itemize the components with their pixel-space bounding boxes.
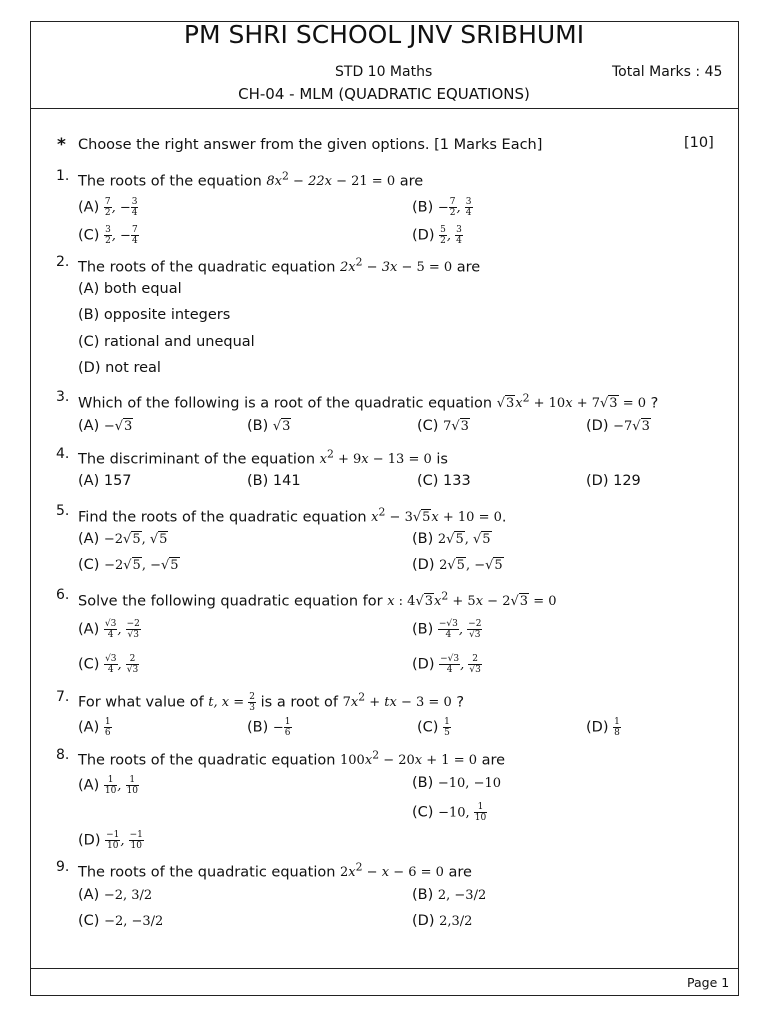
option-a: (A) $\frac{1}{10}$ , $\frac{1}{10}$ [78,775,139,796]
option-label: (B) [247,418,269,434]
school-title: PM SHRI SCHOOL JNV SRIBHUMI [183,20,585,49]
option-label: (C) [78,557,100,573]
question-number: 3. [56,389,70,405]
option-d: (D) 2,3/2 [412,913,473,929]
option-label: (D) [586,719,609,736]
question-text-after: are [481,752,506,769]
option-b: (B) $\frac{-√3}{4}$ , $\frac{-2}{√3}$ [412,619,482,640]
option-d: (D) not real [78,360,161,376]
question-text-before: Which of the following is a root of the quadratic equation [78,395,493,412]
option-b: (B) √3 [247,418,291,434]
question-text [78,170,423,189]
option-d: (D) $\frac{1}{8}$ [586,717,620,738]
option-d: (D) $\frac{-1}{10}$ , $\frac{-1}{10}$ [78,830,143,851]
option-b: (B) − $\frac{1}{6}$ [247,717,291,738]
option-a: (A) 157 [78,473,132,489]
question-number: 8. [56,747,70,763]
question-text-after: . [501,509,507,526]
question-text [78,691,464,713]
question-number: 5. [56,503,70,519]
question-text-after: ? [456,694,465,711]
question-text-before: The roots of the quadratic equation [78,259,336,276]
question-text [78,448,448,467]
option-d: (D) $\frac{5}{2}$ , $\frac{3}{4}$ [412,225,462,246]
option-d: (D) 2√5, −√5 [412,557,503,573]
option-a: (A) $\frac{7}{2}$ , − $\frac{3}{4}$ [78,197,138,218]
option-label: (A) [78,719,100,736]
option-a: (A) $\frac{1}{6}$ [78,717,111,738]
option-a: (A) −2, 3/2 [78,887,153,903]
option-label: (D) [412,913,435,929]
equation: $√3x^2 + 10x + 7√3 = 0$ [496,392,646,412]
option-d: (D) 129 [586,473,641,489]
question-text-after: are [448,864,472,881]
question-text-after: ? [650,395,659,412]
question-text-before: Solve the following quadratic equation for [78,593,383,610]
section-bullet: * [57,135,66,155]
option-label: (D) [412,557,435,573]
chapter-title: CH-04 - MLM (QUADRATIC EQUATIONS) [238,85,530,103]
question-number: 1. [56,168,70,184]
option-b: (B) − $\frac{7}{2}$ , $\frac{3}{4}$ [412,197,472,218]
option-b: (B) 141 [247,473,301,489]
option-d: (D) $\frac{-√3}{4}$ , $\frac{2}{√3}$ [412,654,481,675]
question-text-after: is [436,451,448,468]
option-label: (C) [412,804,434,821]
total-marks: Total Marks : 45 [612,64,723,80]
option-a: (A) both equal [78,281,182,297]
equation: $8x^2 - 22x - 21 = 0$ [266,170,396,190]
question-number: 6. [56,587,70,603]
question-number: 9. [56,859,70,875]
question-text [78,749,505,768]
question-text-before: The roots of the equation [78,173,262,190]
option-label: (D) [586,418,609,434]
option-label: (B) [412,199,434,216]
question-text [78,256,480,275]
question-number: 2. [56,254,70,270]
question-text-before: Find the roots of the quadratic equation [78,509,367,526]
equation: x : $4√3x^2 + 5x - 2√3 = 0$ [387,590,557,610]
equation: $2x^2 - 3x - 5 = 0$ [340,256,453,276]
question-number: 4. [56,446,70,462]
question-text-after: are [399,173,424,190]
question-text [78,506,507,525]
option-label: (A) [78,418,100,434]
option-c: (C) $\frac{1}{5}$ [417,717,450,738]
question-text [78,392,658,411]
option-label: (A) [78,531,100,547]
option-label: (A) [78,887,100,903]
option-b: (B) 2, −3/2 [412,887,487,903]
question-text-after: are [456,259,481,276]
option-label: (B) [247,719,269,736]
equation: $2x^2 - x - 6 = 0$ [340,861,444,881]
std-label: STD 10 Maths [335,64,433,80]
option-c: (C) $\frac{√3}{4}$ , $\frac{2}{√3}$ [78,654,139,675]
option-d: (D) −7√3 [586,418,650,434]
equation: $100x^2 - 20x + 1 = 0$ [340,749,477,769]
option-label: (D) [78,832,101,849]
question-text-mid: is a root of [260,694,338,711]
option-label: (C) [78,913,100,929]
equation: t, x = $\frac{2}{3}$ [208,692,256,714]
option-label: (C) [78,656,100,673]
question-number: 7. [56,689,70,705]
option-c: (C) 133 [417,473,471,489]
option-c: (C) −2, −3/2 [78,913,164,929]
option-label: (A) [78,777,100,794]
option-b: (B) opposite integers [78,307,231,323]
question-text-before: The roots of the quadratic equation [78,752,336,769]
option-c: (C) $\frac{3}{2}$ , − $\frac{7}{4}$ [78,225,138,246]
option-a: (A) $\frac{√3}{4}$ , $\frac{-2}{√3}$ [78,619,140,640]
page-number: Page 1 [687,975,730,990]
option-label: (C) [78,227,100,244]
equation: $x^2 + 9x - 13 = 0$ [319,448,432,468]
option-c: (C) 7√3 [417,418,469,434]
option-c: (C) rational and unequal [78,334,255,350]
option-c: (C) −10, $\frac{1}{10}$ [412,802,487,823]
section-marks: [10] [684,135,714,151]
option-label: (D) [412,656,435,673]
option-label: (B) [412,775,434,791]
option-b: (B) −10, −10 [412,775,502,791]
question-text-before: The roots of the quadratic equation [78,864,336,881]
option-label: (D) [412,227,435,244]
question-text-before: For what value of [78,694,204,711]
question-text-before: The discriminant of the equation [78,451,316,468]
question-text [78,590,556,609]
option-label: (C) [417,418,439,434]
option-label: (A) [78,621,100,638]
question-text [78,861,472,880]
section-instruction: Choose the right answer from the given options. [1 Marks Each] [78,137,543,153]
option-a: (A) −√3 [78,418,133,434]
header-divider [30,108,739,109]
option-c: (C) −2√5, −√5 [78,557,179,573]
option-b: (B) 2√5, √5 [412,531,491,547]
equation: $7x^2$ + tx − 3 = 0 [342,691,452,711]
option-a: (A) −2√5, √5 [78,531,168,547]
option-label: (B) [412,887,434,903]
equation: $x^2 - 3√5x + 10 = 0$ [371,506,502,526]
option-label: (B) [412,531,434,547]
option-label: (C) [417,719,439,736]
option-label: (B) [412,621,434,638]
option-label: (A) [78,199,100,216]
footer-divider [30,968,739,969]
